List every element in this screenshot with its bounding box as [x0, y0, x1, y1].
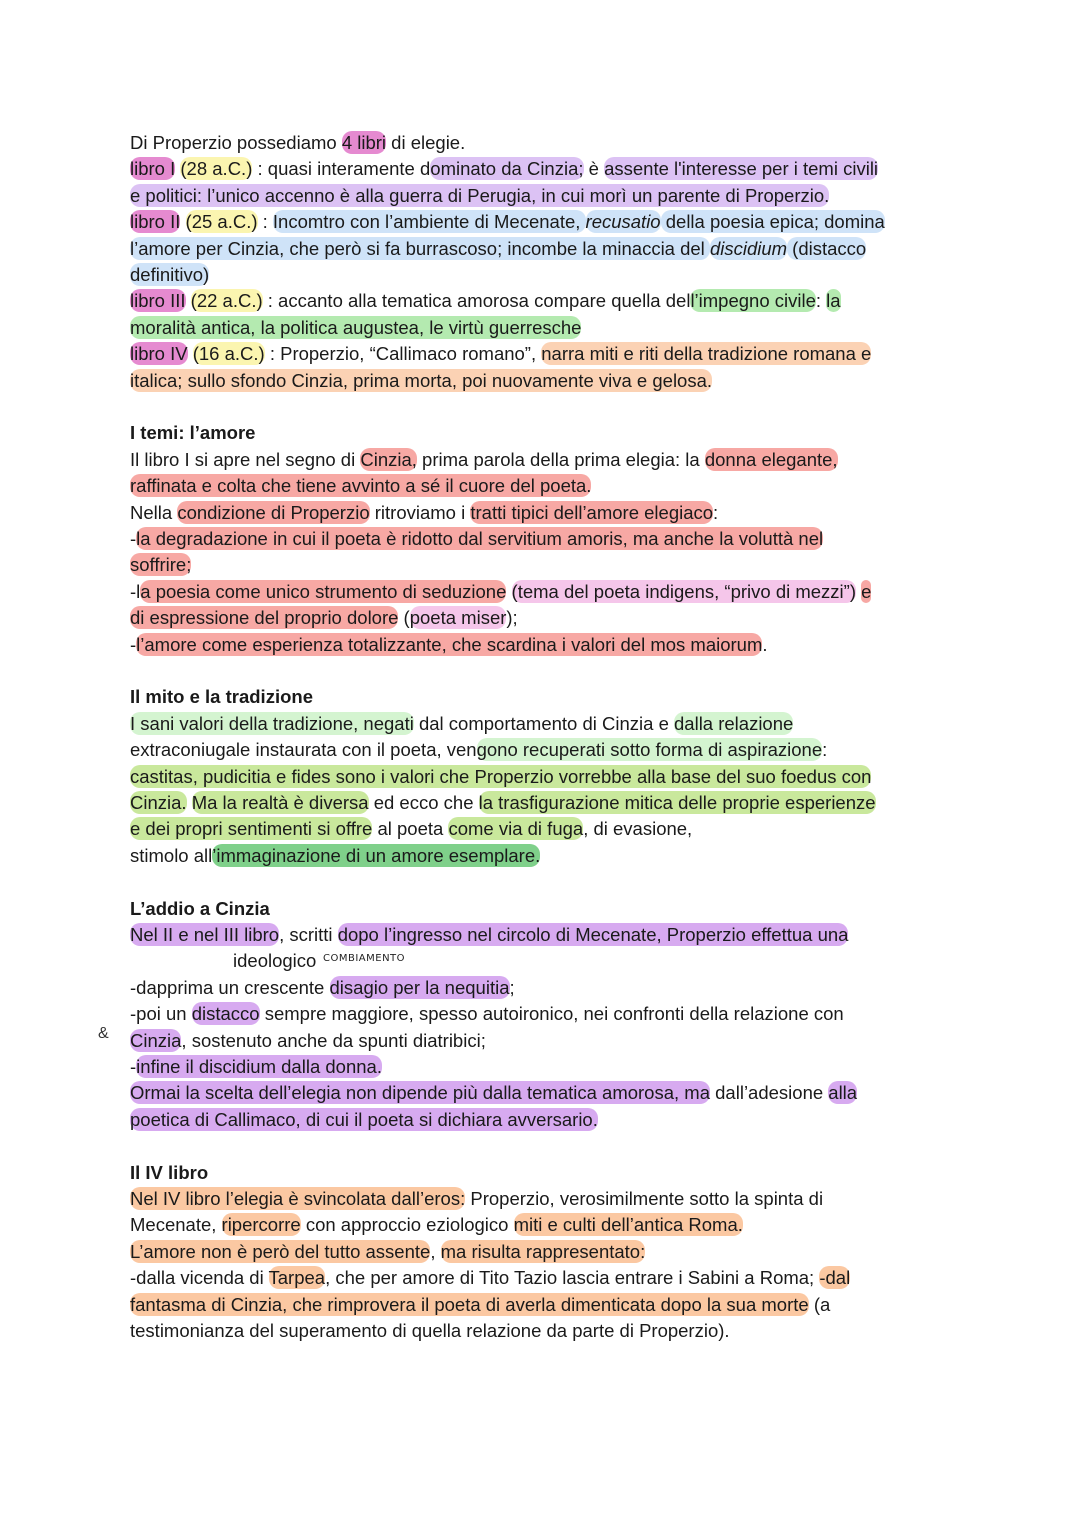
highlighted-text: dopo l’ingresso nel circolo di Mecenate, Properzio effettua una	[337, 924, 849, 945]
text-segment: ed ecco che	[368, 792, 479, 813]
text-segment: , sostenuto anche da spunti diatribici;	[181, 1029, 486, 1051]
text-line	[130, 315, 581, 341]
text-line	[130, 605, 518, 631]
text-segment: , di evasione,	[583, 818, 693, 840]
text-line	[130, 711, 793, 737]
text-segment: , che per amore di Tito Tazio lascia entrare i Sabini a Roma;	[325, 1267, 820, 1289]
highlighted-text: definitivo)	[130, 264, 210, 285]
text-segment: con approccio eziologico	[300, 1214, 514, 1236]
highlighted-text: (25 a.C.)	[185, 211, 258, 233]
text-segment: :	[815, 290, 827, 312]
text-line	[130, 1054, 382, 1080]
highlighted-text: alla	[828, 1082, 858, 1104]
text-line	[130, 1318, 730, 1344]
text-segment: dal comportamento di Cinzia e	[413, 712, 674, 734]
highlighted-text: e dei propri sentimenti si offre	[130, 818, 373, 840]
highlighted-text: l’impegno civile	[690, 290, 816, 312]
text-line	[130, 632, 768, 658]
text-segment	[180, 211, 185, 232]
text-segment: -poi un	[130, 1003, 192, 1025]
text-line	[130, 1239, 645, 1265]
text-segment: -	[130, 528, 137, 549]
text-segment: dall’adesione	[710, 1082, 829, 1104]
highlighted-text: dalla relazione	[674, 712, 794, 734]
text-segment: .	[762, 633, 768, 655]
highlighted-text: (16 a.C.)	[192, 343, 265, 365]
highlighted-text: e politici: l’unico accenno è alla guerra di Perugia, in cui morì un parente di Properzio.	[130, 184, 830, 206]
text-line	[130, 790, 876, 816]
margin-mark: &	[98, 1025, 109, 1042]
text-line	[130, 1160, 208, 1186]
highlighted-text: la	[826, 290, 841, 312]
text-line	[130, 420, 255, 446]
text-segment: -l	[130, 580, 141, 602]
text-line	[130, 209, 885, 235]
text-segment: : accanto alla tematica amorosa compare quella del	[262, 290, 691, 312]
highlighted-text: (28 a.C.)	[180, 158, 253, 180]
highlighted-text: Incomtro con l’ambiente di Mecenate,	[272, 211, 586, 233]
section-heading: Il mito e la tradizione	[130, 686, 313, 708]
highlighted-text: Ormai la scelta dell’elegia non dipende più dalla tematica amorosa, ma	[130, 1082, 710, 1104]
text-line	[130, 843, 540, 869]
text-line	[233, 948, 316, 974]
text-line	[130, 1001, 844, 1027]
text-line	[130, 816, 692, 842]
highlighted-text: italica; sullo sfondo Cinzia, prima morta, poi nuovamente viva e gelosa.	[130, 369, 713, 391]
text-line	[130, 684, 313, 710]
highlighted-text: infine il discidium dalla donna.	[136, 1056, 382, 1077]
handwritten-note: COMBIAMENTO	[323, 953, 406, 964]
highlighted-text: Tarpea	[268, 1267, 326, 1289]
text-segment	[187, 792, 192, 813]
text-line	[130, 500, 718, 526]
text-line	[130, 1080, 857, 1106]
highlighted-text: ’immaginazione di un amore esemplare.	[212, 844, 541, 866]
text-segment: ,	[430, 1240, 441, 1262]
highlighted-text: discidium	[709, 237, 788, 259]
text-segment: : quasi interamente d	[252, 158, 431, 180]
text-segment: Di Properzio possediamo	[130, 132, 342, 153]
highlighted-text: moralità antica, la politica augustea, le virtù guerresche	[130, 316, 582, 338]
text-line	[130, 1028, 486, 1054]
highlighted-text: Cinzia.	[130, 792, 187, 813]
text-segment: sempre maggiore, spesso autoironico, nei confronti della relazione con	[259, 1003, 844, 1025]
text-segment: : Properzio, “Callimaco romano”,	[264, 343, 542, 365]
highlighted-text: L’amore non è però del tutto assente	[130, 1240, 431, 1262]
text-segment: ;	[509, 976, 515, 998]
highlighted-text: tratti tipici dell’amore elegiaco	[470, 501, 714, 523]
text-line	[130, 896, 270, 922]
highlighted-text: libro III	[130, 290, 186, 312]
text-segment: Properzio, verosimilmente sotto la spinta di	[465, 1188, 824, 1209]
text-segment: (	[398, 607, 410, 629]
highlighted-text: assente l'interesse per i temi civili	[604, 158, 879, 180]
highlighted-text: a poesia come unico strumento di seduzione	[140, 580, 507, 602]
text-line	[130, 1107, 598, 1133]
highlighted-text: Cinzia,	[360, 448, 417, 470]
highlighted-text: libro II	[130, 211, 181, 233]
highlighted-text: I sani valori della tradizione, negati	[130, 712, 414, 734]
text-line	[130, 447, 838, 473]
highlighted-text: condizione di Properzio	[177, 501, 370, 523]
text-line	[130, 737, 827, 763]
text-line	[130, 552, 191, 578]
highlighted-text: 4 libri	[341, 132, 387, 153]
section-heading: I temi: l’amore	[130, 422, 256, 444]
highlighted-text: l’amore per Cinzia, che però si fa burrascoso; incombe la minaccia del	[130, 237, 710, 259]
text-line	[130, 975, 515, 1001]
text-segment: -dalla vicenda di	[130, 1267, 269, 1289]
highlighted-text: l’amore come esperienza totalizzante, che scardina i valori del mos maiorum	[136, 633, 763, 655]
highlighted-text: donna elegante,	[704, 448, 838, 470]
text-line	[130, 288, 841, 314]
text-segment: ritroviamo i	[369, 501, 471, 523]
highlighted-text: soffrire;	[130, 554, 192, 576]
section-heading: L’addio a Cinzia	[130, 897, 270, 919]
text-segment	[506, 581, 511, 602]
text-line	[130, 526, 823, 552]
highlighted-text: e	[861, 580, 872, 602]
text-segment: al poeta	[372, 818, 449, 840]
highlighted-text: recusatio	[585, 211, 661, 233]
text-line	[130, 262, 209, 288]
text-line	[130, 368, 712, 394]
text-segment: testimonianza del superamento di quella relazione da parte di Properzio).	[130, 1320, 730, 1341]
text-segment: , scritti	[279, 924, 338, 945]
highlighted-text: poeta miser	[409, 607, 507, 629]
section-heading: Il IV libro	[130, 1161, 209, 1183]
highlighted-text: della poesia epica; domina	[660, 211, 885, 233]
highlighted-text: ripercorre	[221, 1214, 301, 1236]
text-line	[130, 1212, 743, 1238]
text-line	[130, 473, 591, 499]
text-segment: prima parola della prima elegia: la	[416, 448, 705, 470]
text-segment: (a	[808, 1293, 831, 1315]
text-line	[130, 236, 866, 262]
highlighted-text: la trasfigurazione mitica delle proprie esperienze	[478, 792, 876, 813]
text-segment: -	[130, 633, 137, 655]
highlighted-text: raffinata e colta che tiene avvinto a sé il cuore del poeta.	[130, 475, 592, 497]
text-segment: :	[257, 211, 273, 233]
text-segment: Nella	[130, 501, 178, 523]
highlighted-text: Nel II e nel III libro	[130, 924, 280, 945]
text-segment: -dapprima un crescente	[130, 976, 330, 998]
highlighted-text: (tema del poeta indigens, “privo di mezzi”)	[511, 580, 856, 602]
highlighted-text: (distacco	[787, 237, 867, 259]
highlighted-text: Ma la realtà è diversa	[191, 792, 369, 813]
text-segment: di elegie.	[386, 132, 466, 153]
text-segment	[188, 343, 193, 364]
text-line	[130, 130, 465, 156]
text-segment: extraconiugale instaurata con il poeta, ven	[130, 739, 477, 761]
highlighted-text: narra miti e riti della tradizione romana e	[541, 343, 872, 365]
highlighted-text: ominato da Cinzia;	[430, 158, 584, 180]
text-segment: ideologico	[233, 950, 317, 972]
highlighted-text: libro I	[130, 158, 176, 180]
highlighted-text: libro IV	[130, 343, 188, 365]
text-line	[130, 183, 829, 209]
highlighted-text: poetica di Callimaco, di cui il poeta si dichiara avversario.	[130, 1108, 598, 1130]
highlighted-text: castitas, pudicitia e fides sono i valori che Properzio vorrebbe alla base del suo foedus con	[130, 765, 872, 787]
highlighted-text: (22 a.C.)	[190, 290, 263, 312]
text-segment: è	[583, 158, 605, 180]
highlighted-text: fantasma di Cinzia, che rimprovera il poeta di averla dimenticata dopo la sua morte	[130, 1293, 809, 1315]
text-segment: -	[130, 1056, 137, 1077]
text-line	[130, 341, 871, 367]
highlighted-text: miti e culti dell’antica Roma.	[513, 1214, 743, 1236]
text-line	[130, 764, 871, 790]
highlighted-text: ma risulta rappresentato:	[440, 1240, 646, 1262]
highlighted-text: Nel IV libro l’elegia è svincolata dall’eros:	[130, 1188, 466, 1209]
highlighted-text: disagio per la nequitia	[329, 976, 510, 998]
highlighted-text: -dal	[819, 1267, 851, 1289]
highlighted-text: la degradazione in cui il poeta è ridotto dal servitium amoris, ma anche la voluttà nel	[136, 528, 824, 549]
text-line	[130, 1186, 823, 1212]
highlighted-text: gono recuperati sotto forma di aspirazione	[476, 739, 823, 761]
highlighted-text: come via di fuga	[448, 818, 584, 840]
text-segment: Il libro I si apre nel segno di	[130, 448, 361, 470]
text-line	[130, 579, 871, 605]
text-line	[130, 922, 848, 948]
text-segment	[186, 290, 191, 311]
text-segment: :	[713, 501, 719, 523]
text-line	[130, 156, 878, 182]
text-line	[130, 1292, 830, 1318]
text-segment: );	[506, 607, 518, 629]
highlighted-text: di espressione del proprio dolore	[130, 607, 399, 629]
text-segment: Mecenate,	[130, 1214, 222, 1236]
highlighted-text: Cinzia	[130, 1029, 182, 1051]
text-line	[130, 1265, 850, 1291]
text-segment: :	[822, 739, 828, 761]
text-segment: stimolo all	[130, 844, 213, 866]
highlighted-text: distacco	[191, 1003, 260, 1025]
